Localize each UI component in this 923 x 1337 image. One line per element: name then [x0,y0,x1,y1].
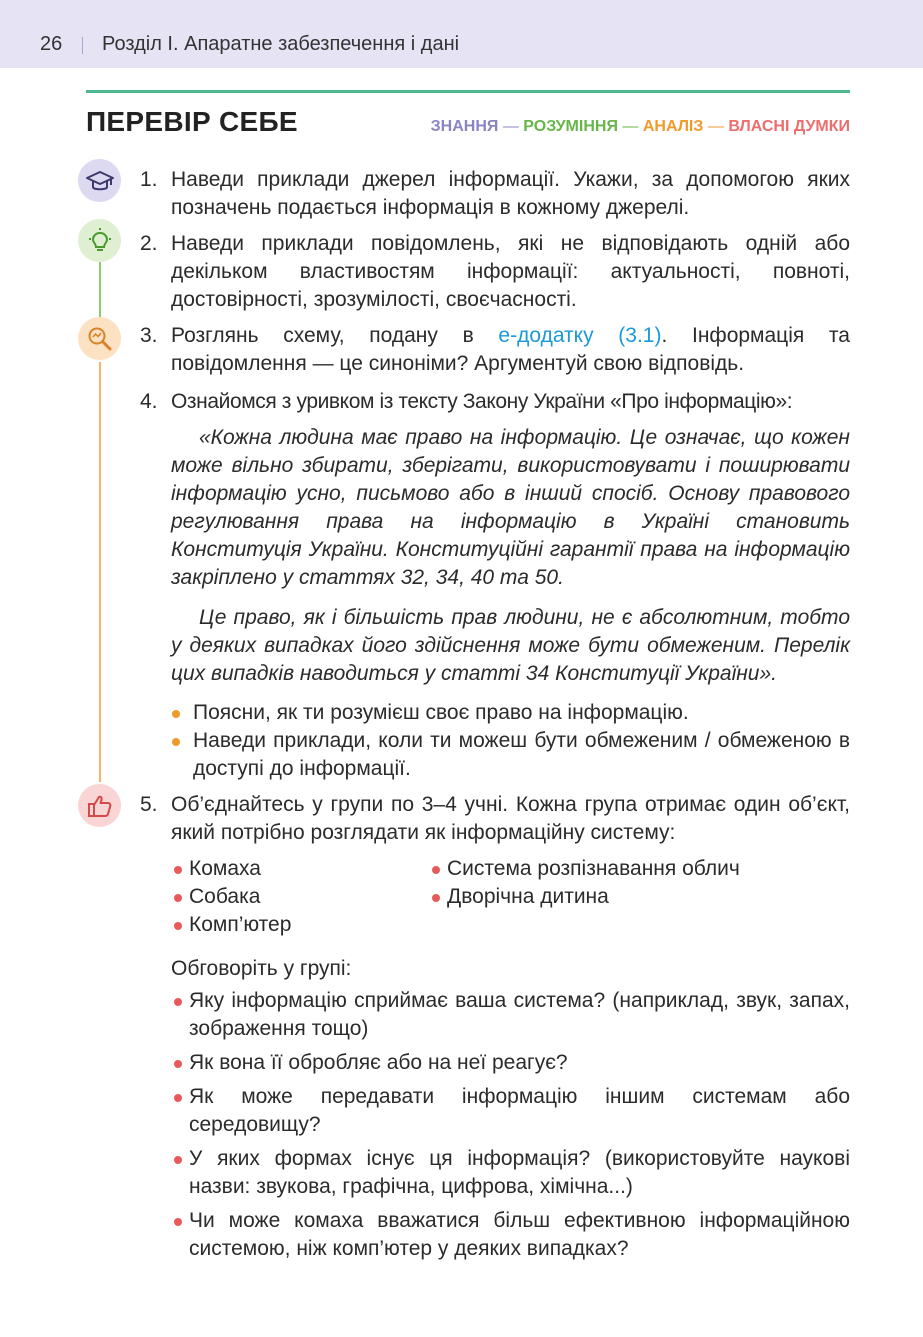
object-item: Система розпізнавання облич [447,855,740,883]
discussion-question: Чи може комаха вважатися більш ефективною інформаційною системою, ніж комп’ютер у деяких випадках? [189,1207,850,1263]
discussion-question: Як може передавати інформацію іншим системам або середовищу? [189,1083,850,1139]
law-quote-paragraph-2: Це право, як і більшість прав людини, не є абсолютним, тобто у деяких випадках його здійснення може бути обмеженим. Перелік цих випадків наводиться у статті 34 Конституції України». [171,606,850,685]
object-item: Собака [189,883,260,911]
legend-understanding: РОЗУМІННЯ [523,118,618,135]
thumbs-up-icon [78,784,121,827]
discussion-question: Яку інформацію сприймає ваша система? (наприклад, звук, запах, зображення тощо) [189,987,850,1043]
task-number: 5. [140,793,158,816]
analysis-connector [99,362,101,782]
task-number: 1. [140,168,158,191]
difficulty-legend [431,118,850,136]
lightbulb-icon [78,219,121,262]
legend-knowledge: ЗНАННЯ [430,118,499,135]
e-appendix-link[interactable]: е-додатку (3.1) [498,324,662,347]
object-item: Комп’ютер [189,911,291,939]
legend-dash: — [502,118,519,135]
page-header [0,0,923,68]
page-number: 26 [40,33,63,55]
task-2-text: Наведи приклади повідомлень, які не відповідають одній або декільком властивостям інформації: актуальності, повноті, достовірності, зрозумілості, своєчасності. [171,232,850,311]
task-number: 2. [140,232,158,255]
legend-dash: — [707,118,724,135]
section-rule [86,90,850,93]
legend-own-thoughts: ВЛАСНІ ДУМКИ [728,118,850,135]
header-separator [82,37,83,54]
discussion-question: У яких формах існує ця інформація? (використовуйте наукові назви: звукова, графічна, цифрова, хімічна...) [189,1145,850,1201]
task-3-text [171,322,850,378]
object-item: Дворічна дитина [447,883,609,911]
task-5-text: Об’єднайтесь у групи по 3–4 учні. Кожна група отримає один об’єкт, який потрібно розглядати як інформаційну систему: [171,793,850,844]
understanding-connector [99,262,101,320]
task-1-text: Наведи приклади джерел інформації. Укажи, за допомогою яких позначень подається інформація в кожному джерелі. [171,168,850,219]
discuss-label: Обговоріть у групі: [171,957,352,980]
law-quote-paragraph-1: «Кожна людина має право на інформацію. Це означає, що кожен може вільно збирати, зберігати, використовувати і поширювати інформацію усно, письмово або в інший спосіб. Основу правового регулювання права на інформацію в Україні становить Конституція України. Конституційні гарантії права на інформацію закріплено у статтях 32, 34, 40 та 50. [171,426,850,589]
magnifier-icon [78,317,121,360]
task-3-text-before: Розглянь схему, подану в [171,324,499,347]
chapter-title: Розділ І. Апаратне забезпечення і дані [102,33,460,55]
legend-dash: — [622,118,639,135]
section-title: ПЕРЕВІР СЕБЕ [86,106,298,137]
task-number: 3. [140,324,158,347]
task-4-text: Ознайомся з уривком із тексту Закону України «Про інформацію»: [171,390,793,413]
task-4-bullet: Поясни, як ти розумієш своє право на інформацію. [193,699,850,727]
discussion-question: Як вона її обробляє або на неї реагує? [189,1049,850,1077]
task-number: 4. [140,390,158,413]
object-item: Комаха [189,855,261,883]
graduation-cap-icon [78,159,121,202]
task-3-text-after: . Інформація та повідомлення — це синоніми? Аргументуй свою відповідь. [171,324,850,375]
task-4-bullet: Наведи приклади, коли ти можеш бути обмеженим / обмеженою в доступі до інформації. [193,727,850,783]
legend-analysis: АНАЛІЗ [642,118,704,135]
